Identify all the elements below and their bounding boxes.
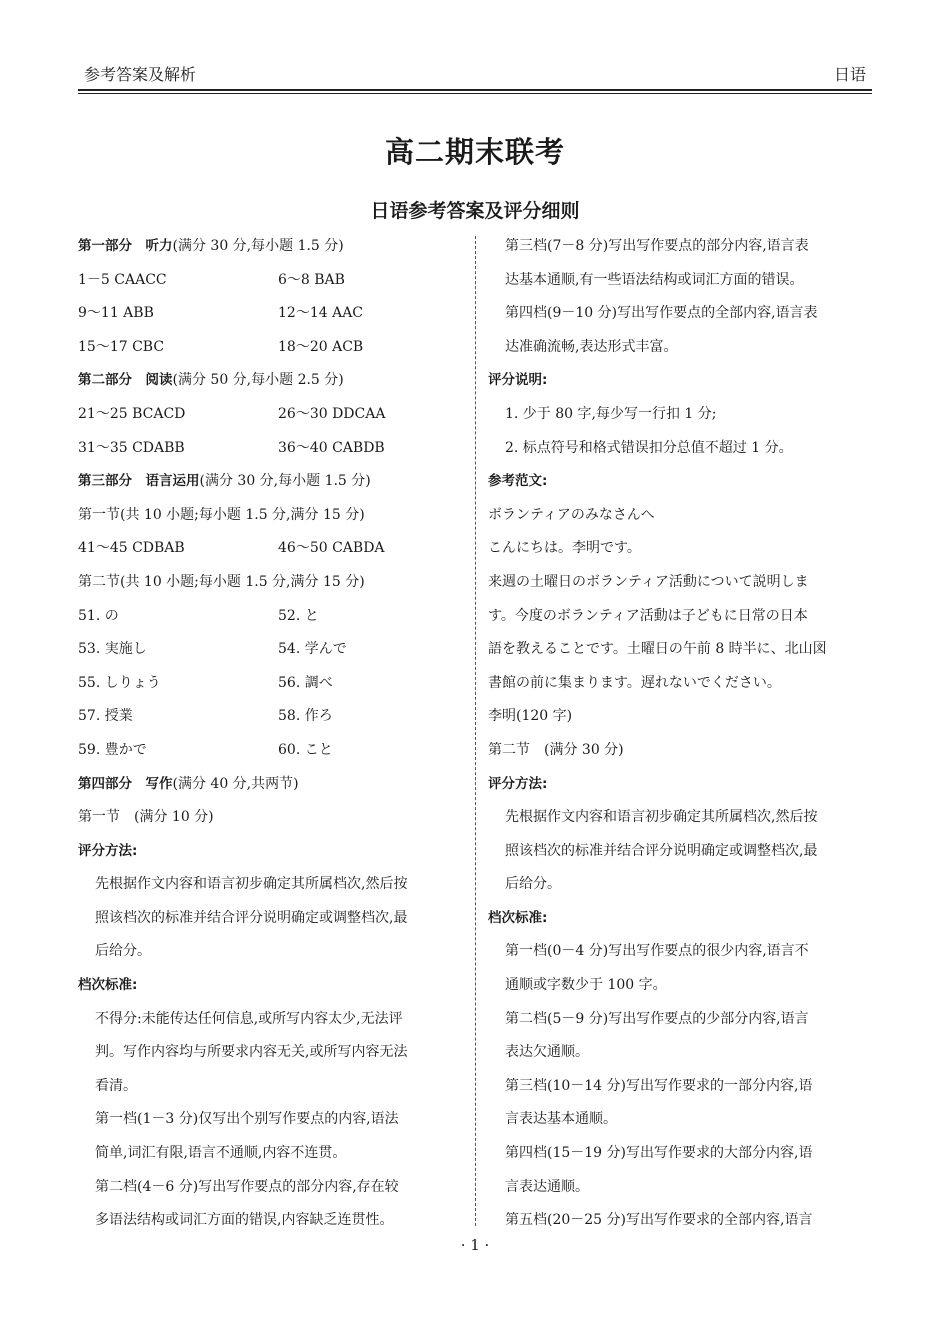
text-line: 多语法结构或词汇方面的错误,内容缺乏连贯性。 [95,1212,394,1229]
left-column [78,230,464,1238]
text-line: 2. 标点符号和格式错误扣分总值不超过 1 分。 [505,439,793,456]
answer-row: 51. の 52. と [78,607,319,624]
section-heading: 第三部分 语言运用(满分 30 分,每小题 1.5 分) [78,473,371,490]
text-line: 第二档(5－9 分)写出写作要点的少部分内容,语言 [505,1010,809,1027]
answer-row: 41～45 CDBAB 46～50 CABDA [78,540,385,557]
text-line: 通顺或字数少于 100 字。 [505,977,667,994]
sample-line: す。今度のボランティア活動は子どもに日常の日本 [488,607,808,624]
label: 评分说明: [488,372,548,389]
sample-line: 来週の土曜日のボランティア活動について説明しま [488,573,809,590]
text-line: 言表达基本通顺。 [505,1111,617,1128]
subsection-heading: 第二节(共 10 小题;每小题 1.5 分,满分 15 分) [78,573,365,590]
answer-row: 59. 豊かで 60. こと [78,741,333,758]
text-line: 表达欠通顺。 [505,1044,589,1061]
answer-row: 1－5 CAACC 6～8 BAB [78,271,345,288]
answer-row: 9～11 ABB 12～14 AAC [78,305,364,322]
sample-line: ボランティアのみなさんへ [488,506,655,523]
text-line: 第五档(20－25 分)写出写作要求的全部内容,语言 [505,1212,813,1229]
answer-row: 31～35 CDABB 36～40 CABDB [78,439,385,456]
header-left: 参考答案及解析 [84,65,197,84]
text-line: 第一档(0－4 分)写出写作要点的很少内容,语言不 [505,943,809,960]
text-line: 简单,词汇有限,语言不通顺,内容不连贯。 [95,1145,347,1162]
subsection-heading: 第二节 (满分 30 分) [488,741,624,758]
text-line: 第三档(10－14 分)写出写作要求的一部分内容,语 [505,1077,813,1094]
text-line: 照该档次的标准并结合评分说明确定或调整档次,最 [95,909,408,926]
text-line: 不得分:未能传达任何信息,或所写内容太少,无法评 [95,1010,403,1027]
label: 档次标准: [78,977,138,994]
label: 参考范文: [488,473,548,490]
label: 评分方法: [78,842,138,859]
sample-line: こんにちは。李明です。 [488,540,641,557]
text-line: 第四档(15－19 分)写出写作要求的大部分内容,语 [505,1145,813,1162]
text-line: 第四档(9－10 分)写出写作要点的全部内容,语言表 [505,305,818,322]
page-header [78,62,872,86]
answer-row: 21～25 BCACD 26～30 DDCAA [78,405,386,422]
sample-line: 李明(120 字) [488,708,573,725]
text-line: 达准确流畅,表达形式丰富。 [505,338,678,355]
text-line: 后给分。 [95,943,151,960]
answer-row: 53. 実施し 54. 学んで [78,641,347,658]
label: 评分方法: [488,775,548,792]
subsection-heading: 第一节 (满分 10 分) [78,809,214,826]
section-heading: 第二部分 阅读(满分 50 分,每小题 2.5 分) [78,372,344,389]
column-divider [475,236,476,1226]
right-column [488,230,874,1238]
sample-line: 語を教えることです。土曜日の午前 8 時半に、北山図 [488,641,827,658]
text-line: 先根据作文内容和语言初步确定其所属档次,然后按 [95,876,408,893]
text-line: 达基本通顺,有一些语法结构或词汇方面的错误。 [505,271,804,288]
label: 档次标准: [488,909,548,926]
text-line: 看清。 [95,1077,137,1094]
answer-row: 15～17 CBC 18～20 ACB [78,338,364,355]
text-line: 言表达通顺。 [505,1178,589,1195]
page-number: · 1 · [460,1236,490,1254]
section-heading: 第四部分 写作(满分 40 分,共两节) [78,775,299,792]
answer-row: 57. 授業 58. 作ろ [78,708,333,725]
text-line: 第二档(4－6 分)写出写作要点的部分内容,存在较 [95,1178,399,1195]
text-line: 判。写作内容均与所要求内容无关,或所写内容无法 [95,1044,408,1061]
page-subtitle: 日语参考答案及评分细则 [370,200,580,222]
header-rule [78,89,872,91]
text-line: 后给分。 [505,876,561,893]
header-rule-thin [78,93,872,94]
subsection-heading: 第一节(共 10 小题;每小题 1.5 分,满分 15 分) [78,506,365,523]
text-line: 先根据作文内容和语言初步确定其所属档次,然后按 [505,809,818,826]
text-line: 第一档(1－3 分)仅写出个别写作要点的内容,语法 [95,1111,399,1128]
sample-line: 書館の前に集まります。遅れないでください。 [488,674,781,691]
header-right: 日语 [833,65,866,84]
section-heading: 第一部分 听力(满分 30 分,每小题 1.5 分) [78,238,344,254]
text-line: 第三档(7－8 分)写出写作要点的部分内容,语言表 [505,238,809,254]
page-title: 高二期末联考 [384,135,565,169]
text-line: 1. 少于 80 字,每少写一行扣 1 分; [505,405,717,422]
answer-row: 55. しりょう 56. 調べ [78,674,333,691]
text-line: 照该档次的标准并结合评分说明确定或调整档次,最 [505,842,818,859]
